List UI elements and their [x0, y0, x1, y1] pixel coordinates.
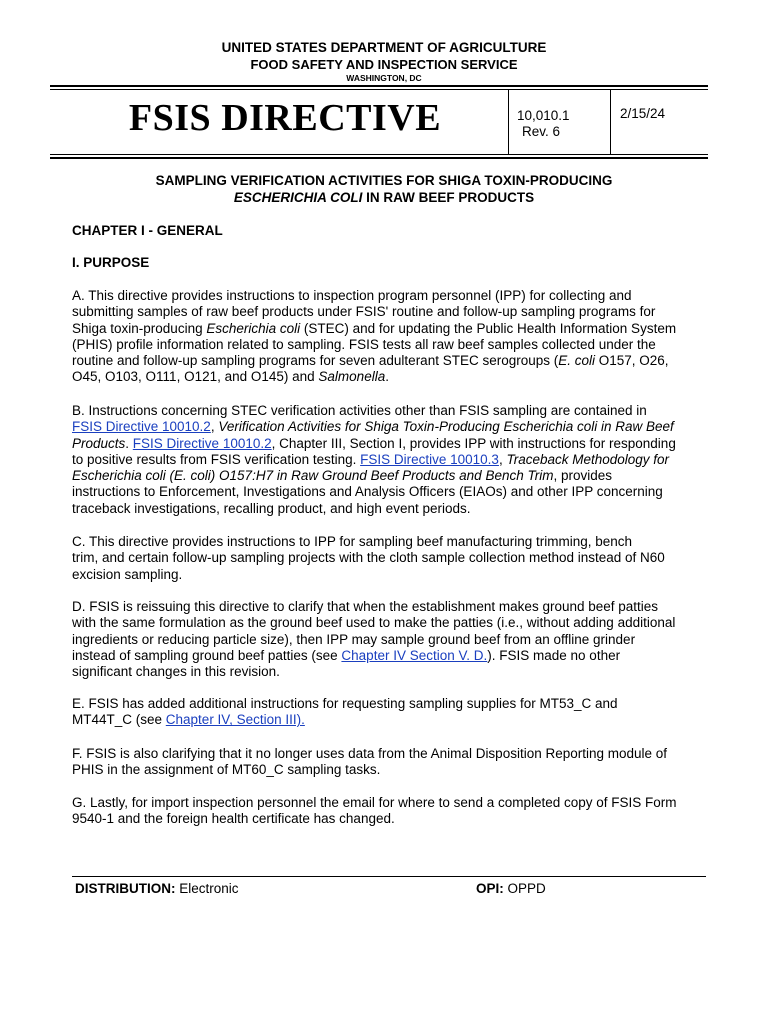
para-d-line: D. FSIS is reissuing this directive to clarify that when the establishment makes ground beef patties — [72, 599, 659, 614]
link-chapter-iv-section-v-d[interactable]: Chapter IV Section V. D. — [341, 647, 488, 663]
text: MT44T_C (see — [72, 712, 166, 728]
text: instead of sampling ground beef patties (see — [72, 647, 342, 663]
agency-location: WASHINGTON, DC — [346, 73, 422, 83]
para-b-line: traceback investigations, recalling product, and high event periods. — [72, 500, 471, 516]
footer-rule — [72, 876, 706, 877]
directive-date: 2/15/24 — [620, 106, 666, 121]
para-b-line — [72, 419, 712, 435]
agency-name: UNITED STATES DEPARTMENT OF AGRICULTURE — [221, 40, 547, 55]
directive-title: FSIS DIRECTIVE — [128, 97, 442, 139]
para-c-line: trim, and certain follow-up sampling projects with the cloth sample collection method instead of N60 — [72, 550, 665, 566]
italic-text: Escherichia coli — [206, 320, 301, 336]
para-a-line: A. This directive provides instructions to inspection program personnel (IPP) for collecting and — [72, 288, 632, 303]
para-e-line — [72, 712, 712, 728]
para-b-line — [72, 452, 712, 468]
para-d-line: with the same formulation as the ground beef used to make the patties (i.e., without adding additional — [72, 615, 676, 631]
link-directive-10010-2-b[interactable]: FSIS Directive 10010.2 — [132, 435, 272, 451]
para-b-line — [72, 436, 712, 452]
link-chapter-iv-section-iii[interactable]: Chapter IV, Section III). — [165, 712, 305, 728]
italic-text: Traceback Methodology for — [506, 451, 670, 467]
italic-text: Verification Activities for Shiga Toxin-Producing Escherichia coli in Raw Beef — [218, 419, 674, 435]
para-c-line: C. This directive provides instructions to IPP for sampling beef manufacturing trimming, bench — [72, 534, 633, 549]
paragraph-g — [72, 795, 712, 828]
distribution-label: DISTRIBUTION: — [75, 881, 176, 896]
text: . — [385, 369, 389, 385]
header-bottom-rule — [50, 154, 708, 155]
directive-revision: Rev. 6 — [522, 124, 561, 139]
text: , — [210, 419, 219, 435]
para-g-line: G. Lastly, for import inspection personnel the email for where to send a completed copy of FSIS Form — [72, 795, 677, 810]
link-directive-10010-2[interactable]: FSIS Directive 10010.2 — [72, 419, 211, 435]
opi-label: OPI: — [476, 881, 504, 896]
paragraph-b — [72, 403, 712, 517]
text: Shiga toxin-producing — [72, 320, 207, 336]
paragraph-d — [72, 599, 712, 680]
directive-number: 10,010.1 — [517, 108, 570, 123]
text: O45, O103, O111, O121, and O145) and — [72, 369, 319, 385]
para-d-line: ingredients or reducing particle size), then IPP may sample ground beef from an offline grinder — [72, 631, 636, 647]
subject-line-1: SAMPLING VERIFICATION ACTIVITIES FOR SHIGA TOXIN-PRODUCING — [155, 173, 613, 188]
subject-rest: IN RAW BEEF PRODUCTS — [362, 190, 535, 205]
para-f-line: PHIS in the assignment of MT60_C sampling tasks. — [72, 762, 381, 778]
italic-text: Salmonella — [318, 369, 386, 385]
header-bottom-rule-thick — [50, 157, 708, 159]
subject-italic: ESCHERICHIA COLI — [233, 190, 363, 205]
distribution — [75, 881, 239, 896]
para-a-line — [72, 369, 712, 385]
text: ). FSIS made no other — [487, 647, 621, 663]
text: routine and follow-up sampling programs for seven adulterant STEC serogroups ( — [72, 353, 559, 369]
para-a-line — [72, 353, 712, 369]
paragraph-f — [72, 746, 712, 779]
para-d-line: significant changes in this revision. — [72, 664, 280, 680]
italic-text: E. coli — [558, 353, 596, 369]
opi-value: OPPD — [503, 881, 546, 896]
subject-line-2 — [0, 189, 768, 206]
paragraph-a — [72, 288, 712, 386]
para-f-line: F. FSIS is also clarifying that it no longer uses data from the Animal Disposition Reporting module of — [72, 746, 668, 761]
para-b-line: B. Instructions concerning STEC verification activities other than FSIS sampling are contained in — [72, 403, 647, 418]
text: (STEC) and for updating the Public Health Information System — [300, 320, 677, 336]
text: , Chapter III, Section I, provides IPP with instructions for responding — [271, 435, 676, 451]
text: to positive results from FSIS verification testing. — [72, 451, 361, 467]
text: O157, O26, — [595, 353, 669, 369]
para-a-line: submitting samples of raw beef products under FSIS' routine and follow-up sampling programs for — [72, 304, 656, 320]
para-c-line: excision sampling. — [72, 566, 183, 582]
para-b-line — [72, 468, 712, 484]
opi — [476, 881, 546, 896]
header-top-rule — [50, 85, 708, 87]
italic-text: Escherichia coli (E. coli) O157:H7 in Raw Ground Beef Products and Bench Trim — [72, 468, 554, 484]
section-heading: I. PURPOSE — [72, 255, 150, 270]
text: , provides — [553, 468, 612, 484]
text: . — [125, 435, 133, 451]
distribution-value: Electronic — [175, 881, 239, 896]
italic-text: Products — [72, 435, 126, 451]
para-e-line: E. FSIS has added additional instructions for requesting sampling supplies for MT53_C and — [72, 696, 618, 711]
para-a-line — [72, 321, 712, 337]
para-b-line: instructions to Enforcement, Investigations and Analysis Officers (EIAOs) and other IPP concerning — [72, 484, 663, 500]
header-divider-2 — [610, 90, 611, 154]
para-a-line: (PHIS) profile information related to sampling. FSIS tests all raw beef samples collected under the — [72, 336, 656, 352]
paragraph-e — [72, 696, 712, 729]
paragraph-c — [72, 534, 712, 583]
para-d-line — [72, 648, 712, 664]
link-directive-10010-3[interactable]: FSIS Directive 10010.3 — [360, 451, 499, 467]
text: , — [498, 451, 507, 467]
chapter-heading: CHAPTER I - GENERAL — [72, 223, 223, 238]
para-g-line: 9540-1 and the foreign health certificate has changed. — [72, 811, 395, 827]
agency-subname: FOOD SAFETY AND INSPECTION SERVICE — [250, 57, 518, 72]
